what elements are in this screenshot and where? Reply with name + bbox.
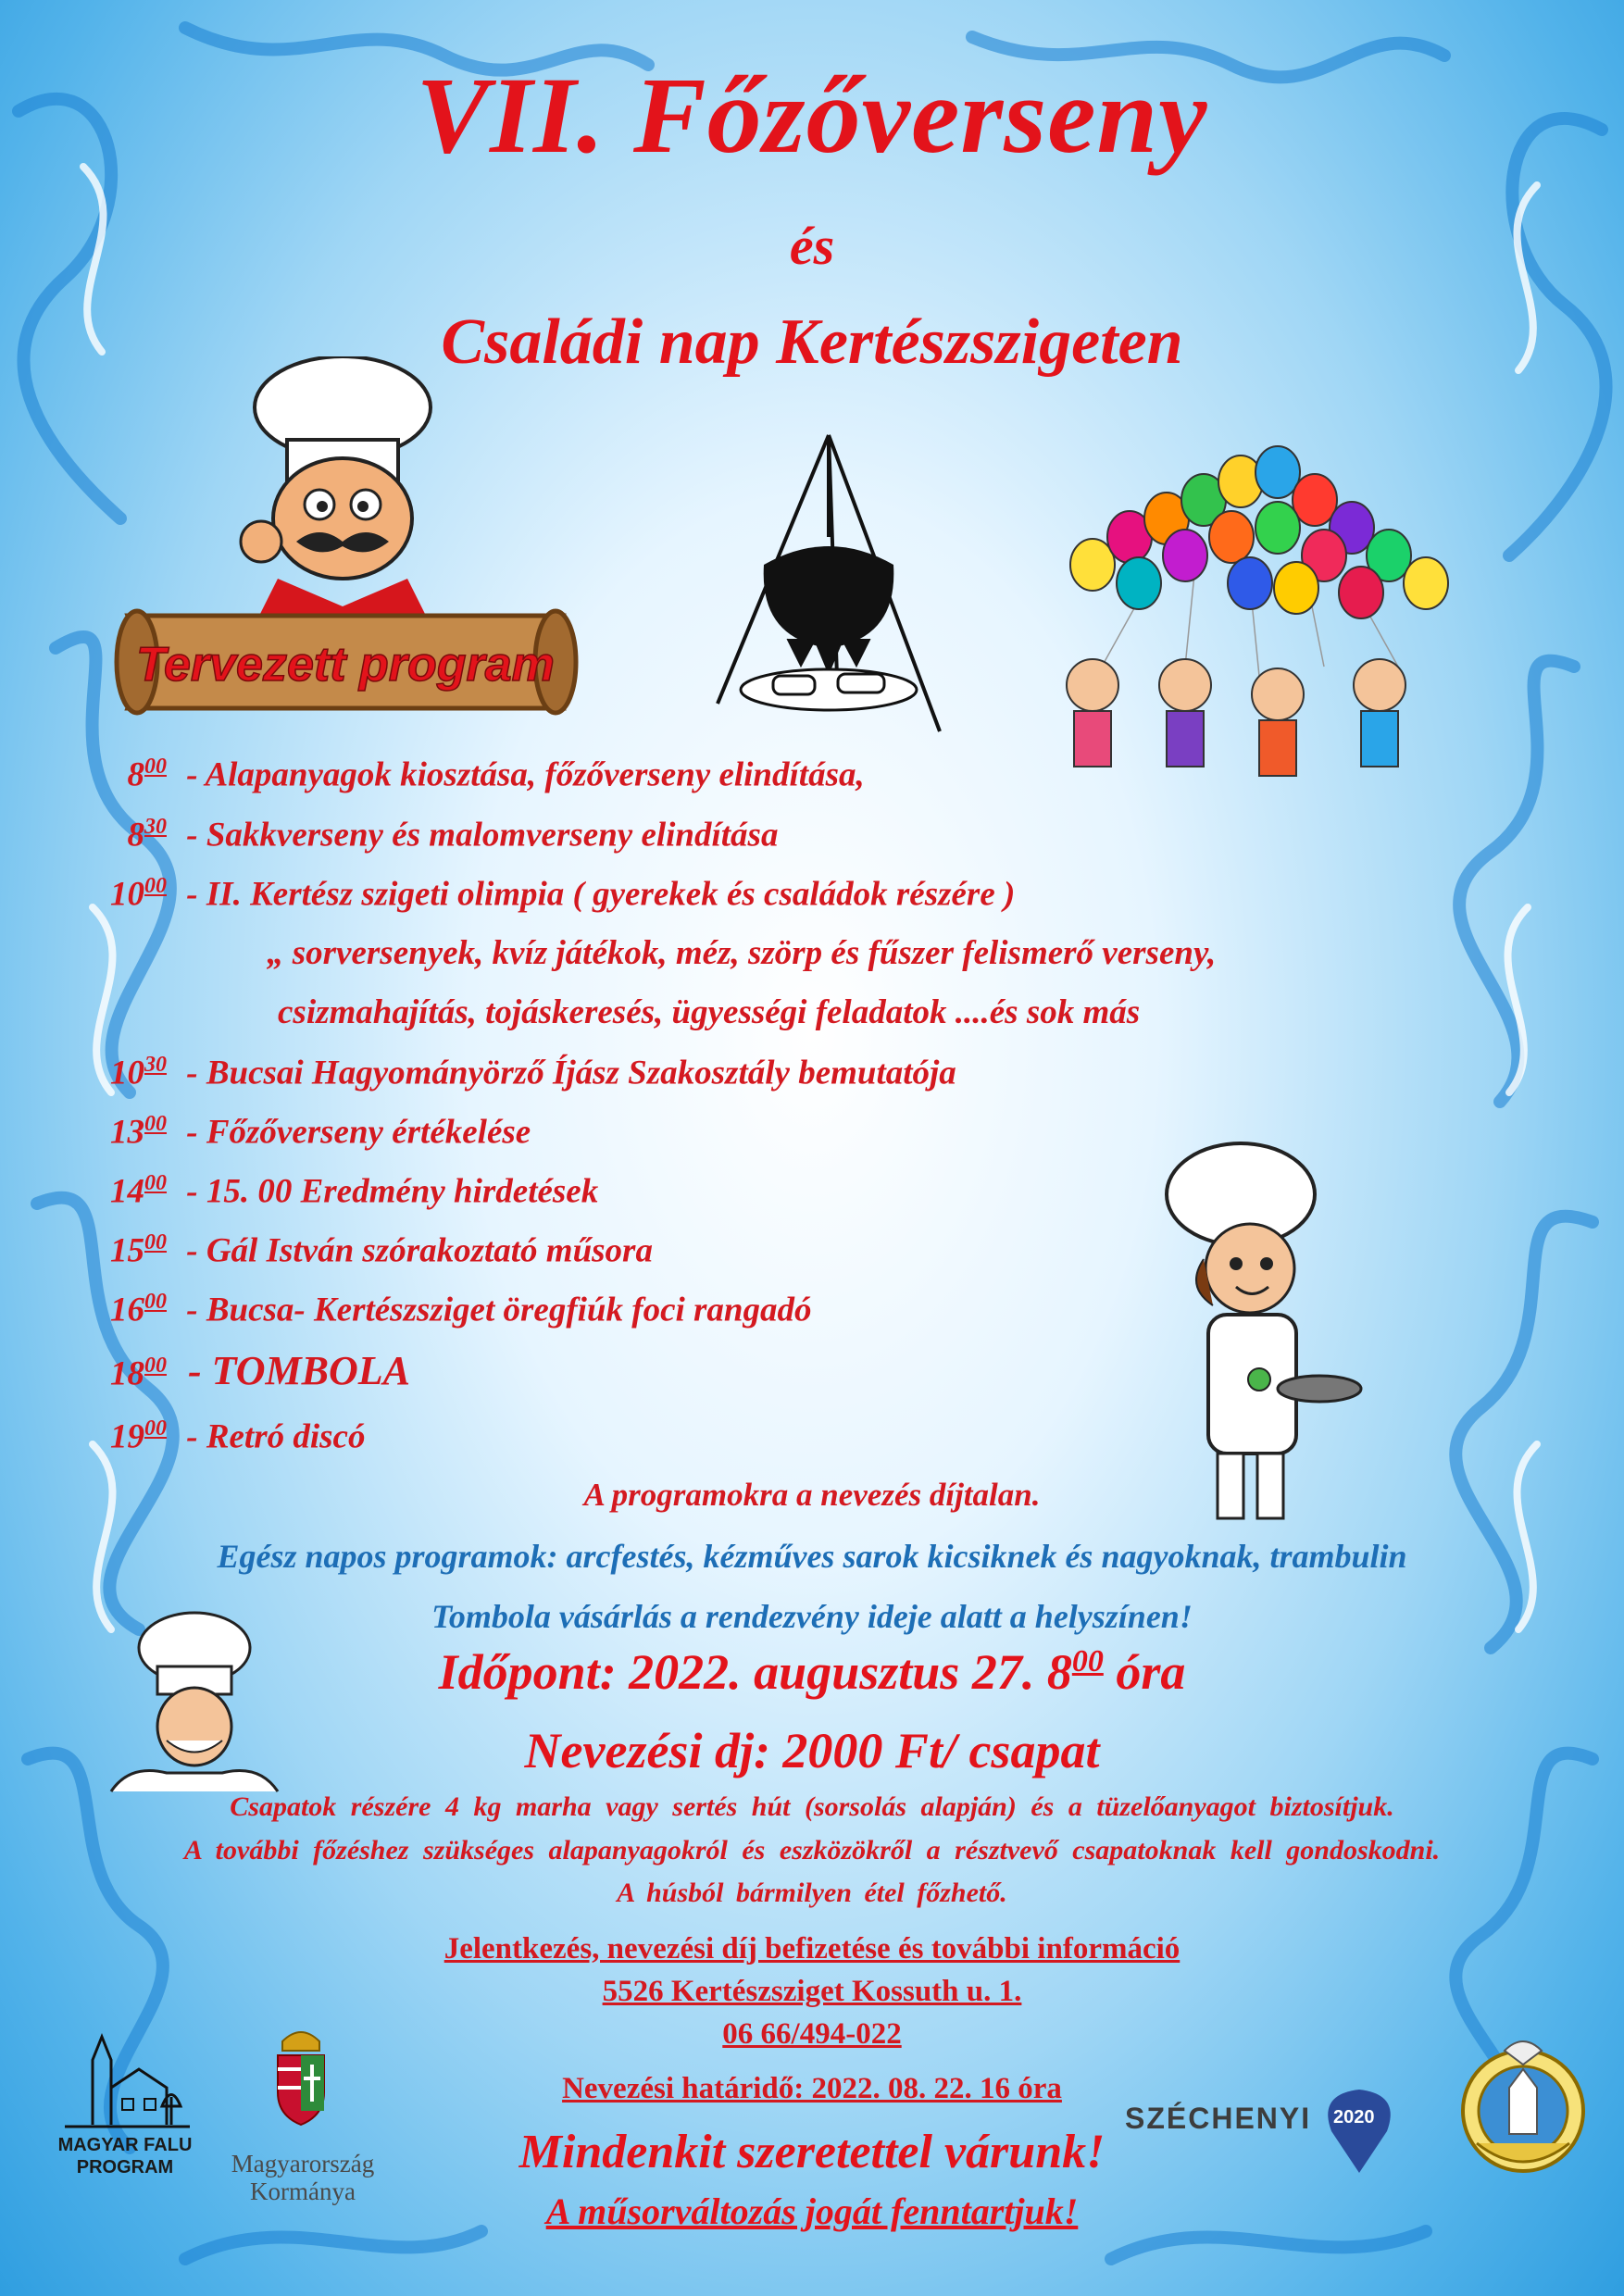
contact-address[interactable]: 5526 Kertészsziget Kossuth u. 1. [602,1975,1022,2008]
balloons-kids-illustration [1009,435,1491,824]
program-item: $15^{00}$ - Gál István szórakoztató műsora [110,1230,653,1270]
program-item-continuation: csizmahajítás, tojáskeresés, ügyességi feladatok ....és sok más [278,993,1141,1031]
campfire-cauldron-illustration [699,426,958,741]
banner-label: Tervezett program [136,638,555,692]
chef-shrugging-illustration [93,1606,296,1819]
page-subtitle: Családi nap Kertészszigeten [441,306,1183,378]
program-item: $8^{00}$ - Alapanyagok kiosztása, főzőverseny elindítása, [127,755,865,794]
szechenyi-year: 2020 [1333,2107,1375,2128]
magyar-falu-program-logo [56,2032,194,2134]
welcome-message: Mindenkit szeretettel várunk! [518,2126,1106,2178]
all-day-programs: Egész napos programok: arcfestés, kézműves sarok kicsiknek és nagyoknak, trambulin [217,1538,1407,1575]
entry-fee: Nevezési dj: 2000 Ft/ csapat [524,1723,1100,1778]
hungarian-coat-of-arms-icon [269,2028,333,2129]
event-date-time: Időpont: 2022. augusztus 27. $8^{00}$ óra [438,1644,1186,1700]
program-item-continuation: „ sorversenyek, kvíz játékok, méz, szörp és fűszer felismerő verseny, [267,934,1217,972]
tombola-purchase-note: Tombola vásárlás a rendezvény ideje alatt a helyszínen! [431,1598,1193,1635]
program-item: $19^{00}$ - Retró discó [110,1416,366,1456]
program-item: $18^{00}$ - TOMBOLA [110,1348,410,1393]
page-title: VII. Főzőverseny [416,55,1208,176]
government-text: Kormánya [250,2177,356,2205]
program-item: $10^{30}$ - Bucsai Hagyományörző Íjász Szakosztály bemutatója [110,1053,956,1092]
chef-mustache-illustration [222,356,463,616]
info-line: Csapatok részére 4 kg marha vagy sertés hút (sorsolás alapján) és a tüzelőanyagot biztosítjuk. [230,1791,1394,1822]
title-connector: és [789,216,835,276]
program-item: $8^{30}$ - Sakkverseny és malomverseny elindítása [127,815,779,855]
info-line: A további főzéshez szükséges alapanyagokról és eszközökről a résztvevő csapatoknak kell gondoskodni. [183,1835,1441,1866]
government-text: Magyarország [231,2150,375,2177]
contact-phone[interactable]: 06 66/494-022 [722,2017,902,2051]
program-item: $13^{00}$ - Főzőverseny értékelése [110,1112,531,1152]
szechenyi-2020-text: SZÉCHENYI [1125,2102,1312,2135]
free-entry-note: A programokra a nevezés díjtalan. [583,1477,1041,1513]
info-line: A húsból bármilyen étel főzhető. [617,1878,1007,1908]
magyar-falu-program-text: MAGYAR FALU PROGRAM [57,2135,193,2177]
program-scroll-banner [109,588,581,736]
municipal-crest-icon [1454,2032,1593,2180]
program-change-notice: A műsorváltozás jogát fenntartjuk! [545,2190,1079,2232]
program-item: $16^{00}$ - Bucsa- Kertészsziget öregfiúk foci rangadó [110,1290,812,1329]
program-item: $10^{00}$ - II. Kertész szigeti olimpia ( gyerekek és családok részére ) [110,874,1016,914]
registration-deadline: Nevezési határidő: 2022. 08. 22. 16 óra [562,2072,1062,2105]
contact-heading: Jelentkezés, nevezési díj befizetése és további információ [443,1932,1181,1965]
szechenyi-pin-icon [1322,2085,1396,2177]
cook-with-pan-illustration [1148,1139,1370,1528]
program-item: $14^{00} - 15$. 00 Eredmény hirdetések [110,1171,599,1211]
